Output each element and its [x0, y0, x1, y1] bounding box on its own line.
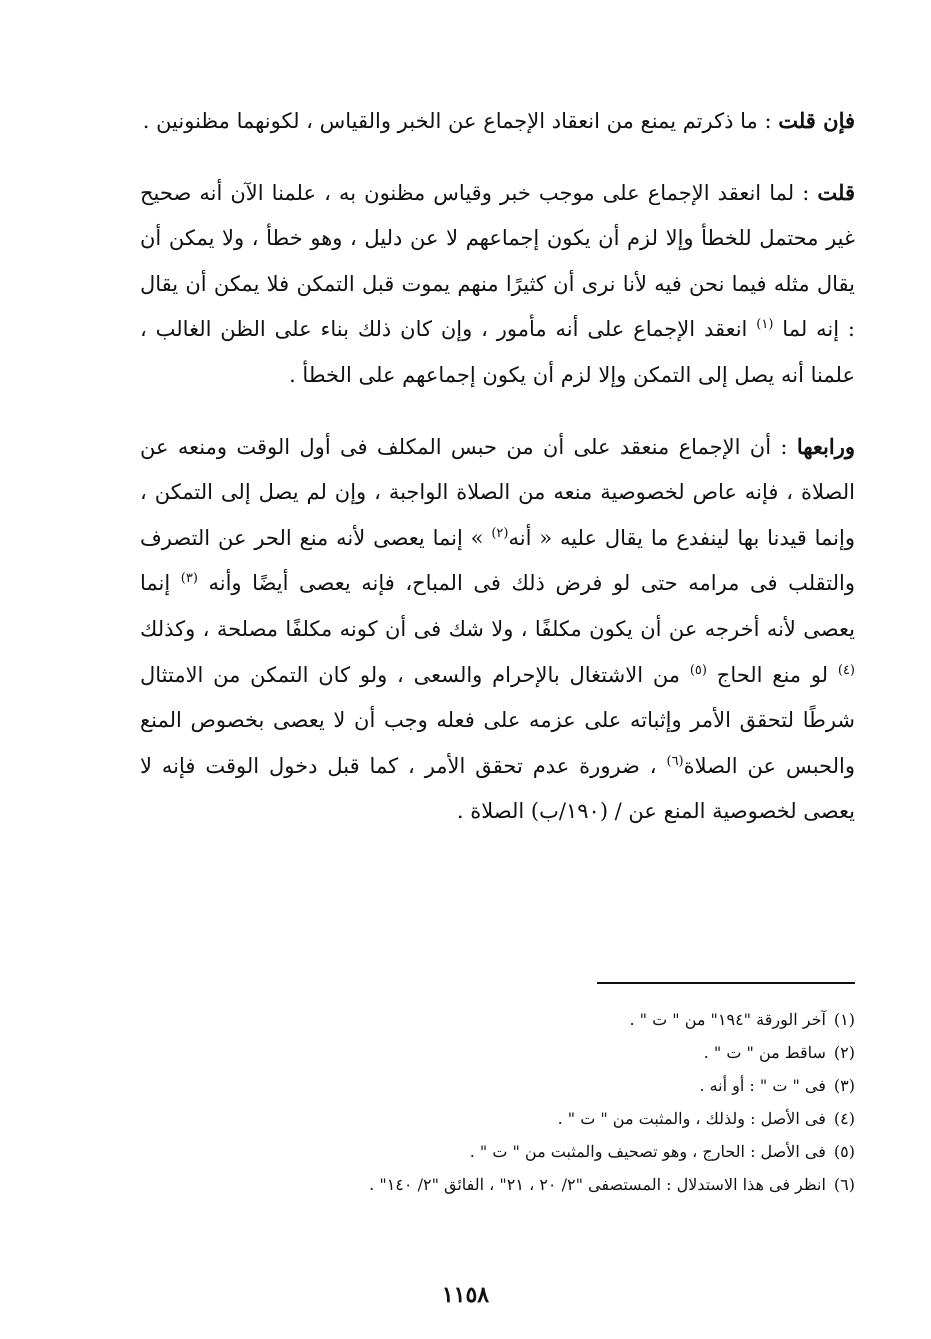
footnote-item [160, 1069, 855, 1102]
paragraph-lead: فإن قلت [778, 108, 855, 133]
footnote-marker: (٣) [180, 571, 198, 587]
footnote-marker: (٦) [666, 753, 684, 769]
footnote-text: آخر الورقة "١٩٤" من " ت " . [629, 1010, 826, 1029]
footnote-marker: (١) [756, 317, 774, 333]
footnote-number: (٢) [833, 1043, 855, 1062]
paragraph-text: إنما يعصى لأنه أخرجه عن أن يكون مكلفًا ، ولا شك فى أن كونه مكلفًا مصلحة ، وكذلك [140, 571, 855, 641]
footnote-item [160, 1168, 855, 1201]
paragraph-lead: ورابعها [796, 433, 855, 459]
paragraph-text: من الاشتغال بالإحرام والسعى ، ولو كان التمكن من الامتثال شرطًا لتحقق الأمر وإثباته على عزمه على فعله وجب أن لا يعصى بخصوص المنع والحبس عن الصلاة [140, 662, 855, 778]
paragraph-fourth [140, 424, 855, 835]
paragraph-text: : أن الإجماع منعقد على أن من حبس المكلف فى أول الوقت ومنعه عن الصلاة ، فإنه عاص لخصوصية منعه من الصلاة الواجبة ، وإن لم يصل إلى التمكن ، وإنما قيدنا بها لينفدع ما يقال عليه « أنه [140, 434, 855, 550]
paragraph-text: : ما ذكرتم يمنع من انعقاد الإجماع عن الخبر والقياس ، لكونهما مظنونين . [142, 109, 779, 133]
paragraph-text: : لما انعقد الإجماع على موجب خبر وقياس مظنون به ، علمنا الآن أنه صحيح غير محتمل للخطأ وإلا لزم أن يكون إجماعهم لا عن دليل ، وهو خطأ ، ولا يمكن أن يقال مثله فيما نحن فيه لأنا نرى أن كثيرًا منهم يموت قبل التمكن فلا يمكن أن يقال : إنه لما [140, 180, 855, 342]
footnote-number: (٣) [833, 1076, 855, 1095]
paragraph-text: لو منع الحاج [706, 662, 838, 687]
paragraph-text: انعقد الإجماع على أنه مأمور ، وإن كان ذلك بناء على الظن الغالب ، علمنا أنه يصل إلى التمكن وإلا لزم أن يكون إجماعهم على الخطأ . [140, 317, 855, 387]
footnote-marker: (٥) [689, 662, 707, 678]
footnote-number: (٥) [833, 1142, 855, 1161]
footnotes [160, 1003, 855, 1201]
footnote-number: (٤) [833, 1109, 855, 1128]
footnote-item [160, 1102, 855, 1135]
footnote-marker: (٢) [491, 525, 509, 541]
paragraph-lead: قلت [817, 179, 855, 205]
paragraph-text: » إنما يعصى لأنه منع الحر عن التصرف والتقلب فى مرامه حتى لو فرض ذلك فى المباح، فإنه يعصى أيضًا وأنه [140, 525, 855, 596]
footnote-separator [597, 982, 855, 984]
paragraph-objection [140, 98, 855, 145]
page-number: ١١٥٨ [441, 1282, 490, 1308]
footnote-item [160, 1003, 855, 1036]
paragraph-answer [140, 170, 855, 399]
footnote-item [160, 1036, 855, 1069]
main-text [140, 98, 855, 860]
footnote-text: انظر فى هذا الاستدلال : المستصفى "٢/ ٢٠ ، ٢١" ، الفائق "٢/ ١٤٠" . [369, 1175, 826, 1194]
footnote-number: (٦) [833, 1175, 855, 1194]
footnote-item [160, 1135, 855, 1168]
footnote-number: (١) [833, 1010, 855, 1029]
footnote-text: فى الأصل : ولذلك ، والمثبت من " ت " . [557, 1109, 826, 1128]
footnote-marker: (٤) [837, 662, 855, 678]
footnote-text: فى الأصل : الحارج ، وهو تصحيف والمثبت من " ت " . [469, 1142, 826, 1161]
footnote-text: فى " ت " : أو أنه . [699, 1076, 826, 1095]
paragraph-text: ، ضرورة عدم تحقق الأمر ، كما قبل دخول الوقت فإنه لا يعصى لخصوصية المنع عن / (١٩٠/ب) الصلاة . [140, 753, 855, 824]
footnote-text: ساقط من " ت " . [703, 1043, 826, 1062]
